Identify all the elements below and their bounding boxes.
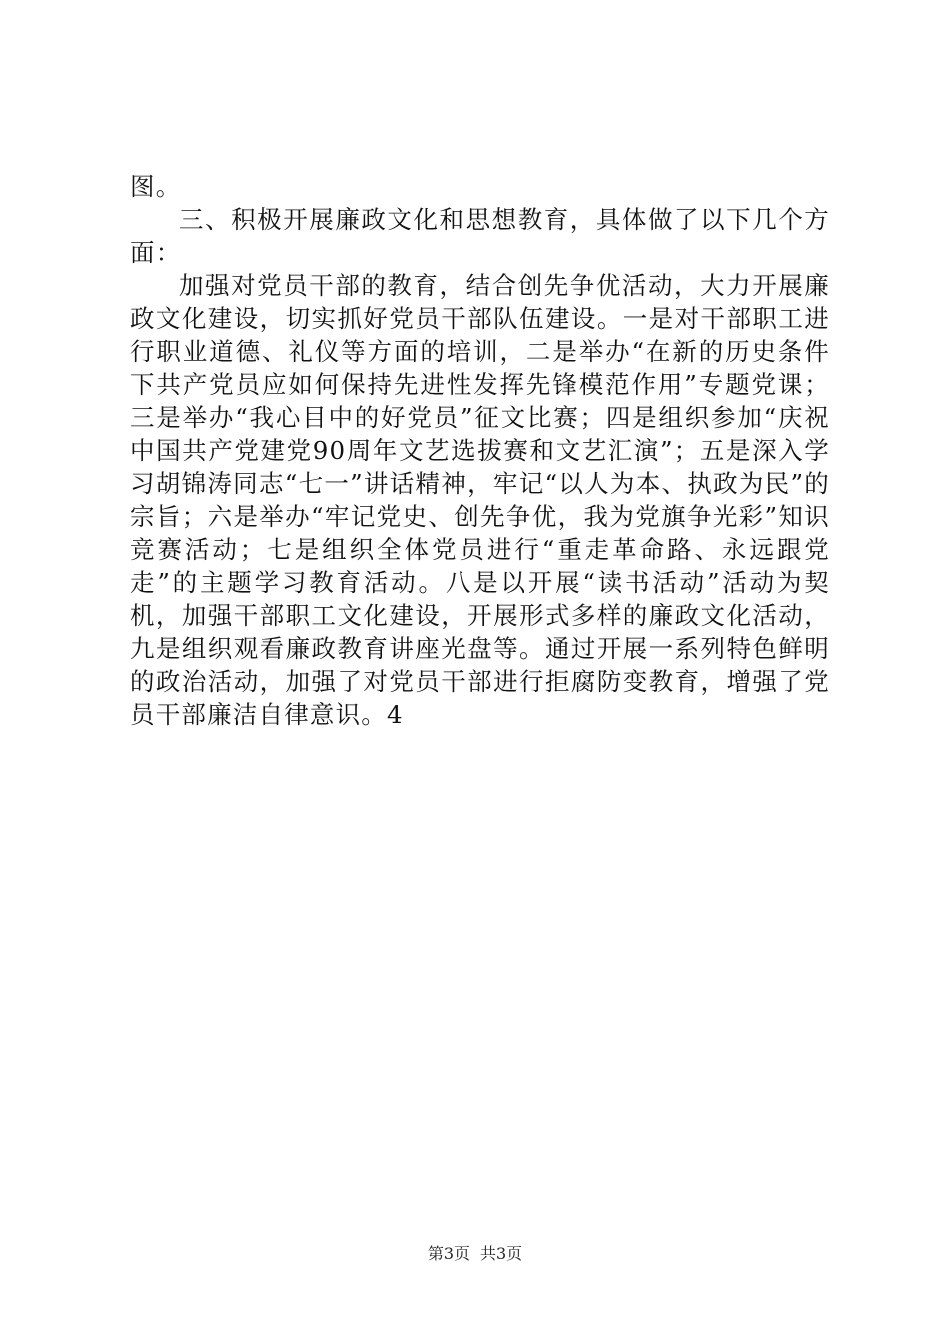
body-paragraph: 加强对党员干部的教育，结合创先争优活动，大力开展廉政文化建设，切实抓好党员干部队伍建设。一是对干部职工进行职业道德、礼仪等方面的培训，二是举办“在新的历史条件下共产党员应如何保持先进性发挥先锋模范作用”专题党课；三是举办“我心目中的好党员”征文比赛；四是组织参加“庆祝中国共产党建党90周年文艺选拔赛和文艺汇演”；五是深入学习胡锦涛同志“七一”讲话精神，牢记“以人为本、执政为民”的宗旨；六是举办“牢记党史、创先争优，我为党旗争光彩”知识竞赛活动；七是组织全体党员进行“重走革命路、永远跟党走”的主题学习教育活动。八是以开展“读书活动”活动为契机，加强干部职工文化建设，开展形式多样的廉政文化活动，九是组织观看廉政教育讲座光盘等。通过开展一系列特色鲜明的政治活动，加强了对党员干部进行拒腐防变教育，增强了党员干部廉洁自律意识。4 [130, 271, 830, 729]
page-footer [0, 1244, 950, 1264]
page-number-current: 第3页 [427, 1244, 470, 1263]
document-body [130, 170, 830, 731]
page-number-total: 共3页 [480, 1244, 523, 1263]
paragraph-continuation: 图。 [130, 172, 182, 201]
section-heading-paragraph: 三、积极开展廉政文化和思想教育，具体做了以下几个方面： [130, 205, 830, 267]
